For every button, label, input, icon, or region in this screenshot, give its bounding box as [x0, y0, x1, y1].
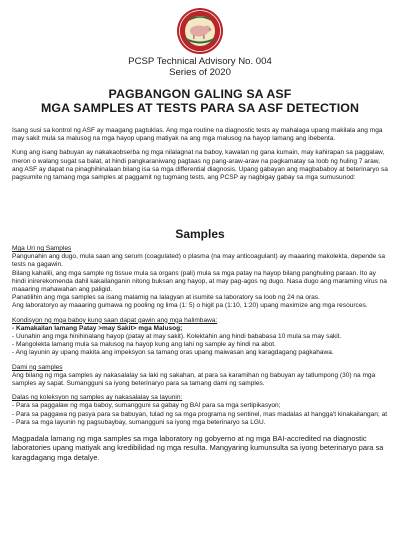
kondisyon-item: - Mangolekta lamang mula sa malusog na hayop kung ang lahi ng sample ay hindi na abot. [12, 341, 276, 349]
dami-paragraph: Ang bilang ng mga samples ay nakasalalay sa laki ng sakahan, at para sa karamihan ng babuyan ay tatlumpong (30) na mga samples ay sapat. Sumangguni sa iyong beterinaryo para sa tamang dami ng samples. [12, 371, 376, 388]
samples-heading: Samples [175, 227, 225, 241]
page-subtitle: MGA SAMPLES AT TESTS PARA SA ASF DETECTION [40, 101, 360, 115]
intro-paragraph-1: Isang susi sa kontrol ng ASF ay maagang pagtuklas. Ang mga routine na diagnostic tests ay mahalaga upang makilala ang mga may sakit mula sa malusog na mga hayop upang matiyak na ang mga malusog na hayop lamang ang ibebenta. [12, 127, 383, 143]
page-title: PAGBANGON GALING SA ASF [108, 87, 292, 101]
kondisyon-item: - Ang layunin ay upang makita ang impeksyon sa tamang oras upang maiwasan ang karagdagang pagkahawa. [12, 349, 334, 357]
series-year: Series of 2020 [169, 67, 231, 78]
advisory-number: PCSP Technical Advisory No. 004 [128, 56, 272, 67]
uri-paragraph-3: Panatilihin ang mga samples sa isang malamig na lalagyan at isumite sa laboratory sa loob ng 24 na oras. [12, 294, 320, 302]
dalas-item: - Para sa paggawa ng pasya para sa babuyan, tulad ng sa mga programa ng sentinel, mas madalas at hangga't kinakailangan; at [12, 410, 388, 418]
kondisyon-heading: Kondisyon ng mga baboy kung saan dapat gawin ang mga halimbawa: [12, 316, 218, 324]
uri-paragraph-1: Pangunahin ang dugo, mula saan ang serum (coagulated) o plasma (na may anticoagulant) ay maaaring makolekta, depende sa tests na gagawin. [12, 253, 386, 269]
samples-section [12, 245, 388, 462]
intro-paragraph-2: Kung ang isang babuyan ay nakakaobserba ng mga nilalagnat na baboy, kawalan ng gana kumain, may kahirapan sa paggalaw, meron o walang sugat sa balat, at hindi pangkaraniwang pagtaas ng pang-araw-araw na pagkamatay sa loob ng huling 7 araw, ang ASF ay dapat na pinaghihinalaan bilang isa sa mga differential diagnosis. Upang gabayan ang magbababoy at beterinaryo sa pagsumite ng tamang mga samples at paggamit ng tugmang tests, ang PCSP ay nagbigay gabay sa mga sumusunod: [12, 149, 388, 182]
final-paragraph: Magpadala lamang ng mga samples sa mga laboratory ng gobyerno at ng mga BAI-accredited na diagnostic laboratories upang matiyak ang kredibilidad ng mga resulta. Mangyaring kumunsulta sa iyong beterinaryo para sa karagdagang mga detalye. [12, 434, 384, 462]
dalas-heading: Dalas ng koleksyon ng samples ay nakasalalay sa layunin: [12, 394, 183, 402]
dalas-item: - Para sa paggalaw ng mga baboy, sumangguni sa gabay ng BAI para sa mga sertipikasyon; [12, 402, 281, 410]
dami-heading: Dami ng samples [12, 363, 63, 371]
pcsp-logo [175, 6, 225, 56]
uri-paragraph-4: Ang laboratoryo ay maaaring gumawa ng pooling ng lima (1: 5) o higit pa (1:10, 1:20) upang maximize ang mga resources. [12, 302, 368, 310]
uri-heading: Mga Uri ng Samples [12, 245, 72, 252]
kondisyon-item: - Kamakailan lamang Patay >may Sakit> mga Malusog; [12, 324, 183, 332]
intro-section [12, 127, 388, 182]
kondisyon-item: - Uunahin ang mga hinihinalang hayop (patay at may sakit). Kolektahin ang hindi bababasa 10 mula sa may sakit. [12, 333, 342, 341]
uri-paragraph-2: Bilang kahalili, ang mga sample ng tissue mula sa organs (pali) mula sa mga patay na hayop bilang panghuling paraan. Ito ay hindi inirerekomenda dahil kakailanganin nitong buksan ang hayop, at may pag-agos ng dugo. Nasa dugo ang maraming virus na maaaring mahawahan ang paligid. [12, 269, 387, 294]
dalas-item: - Para sa mga layunin ng pagsubaybay, sumangguni sa iyong mga beterinaryo sa LGU. [12, 418, 266, 426]
